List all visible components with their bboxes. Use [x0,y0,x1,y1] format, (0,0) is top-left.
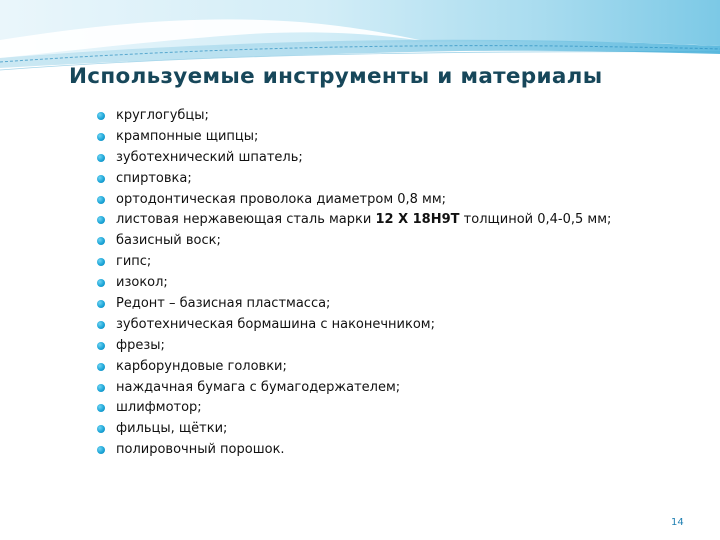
list-item-text: шлифмотор; [116,400,202,416]
list-item-text: фрезы; [116,337,165,353]
bullet-icon [97,175,105,183]
list-item-text: толщиной 0,4-0,5 мм; [459,212,612,228]
bullet-icon [97,279,105,287]
list-item [97,315,657,335]
list-item [97,378,657,398]
list-item [97,106,657,126]
slide-title: Используемые инструменты и материалы [69,64,603,89]
bullet-icon [97,321,105,329]
list-item-text: спиртовка; [116,170,192,186]
list-item-text: изокол; [116,275,168,291]
bullet-icon [97,425,105,433]
bullet-icon [97,384,105,392]
list-item-text: круглогубцы; [116,108,209,123]
bullet-icon [97,237,105,245]
list-item-text: крампонные щипцы; [116,128,259,144]
materials-list [97,106,657,461]
list-item [97,252,657,272]
steel-grade-bold: 12 Х 18Н9Т [375,212,460,228]
list-item-text: зуботехнический шпатель; [116,149,303,165]
list-item [97,169,657,189]
bullet-icon [97,154,105,162]
list-item [97,440,657,460]
bullet-icon [97,258,105,266]
list-item-text: базисный воск; [116,233,221,249]
list-item-text: полировочный порошок. [116,442,285,458]
list-item [97,231,657,251]
list-item [97,127,657,147]
page-number: 14 [671,517,684,528]
bullet-icon [97,196,105,204]
list-item [97,148,657,168]
list-item [97,336,657,356]
list-item [97,190,657,210]
bullet-icon [97,112,105,120]
list-item-text: карборундовые головки; [116,358,287,374]
bullet-icon [97,133,105,141]
list-item-text: Редонт – базисная пластмасса; [116,296,331,312]
list-item-text: фильцы, щётки; [116,421,228,437]
list-item-text: наждачная бумага с бумагодержателем; [116,379,401,395]
bullet-icon [97,216,105,224]
bullet-icon [97,363,105,371]
list-item-text: листовая нержавеющая сталь марки [116,212,376,228]
list-item-text: ортодонтическая проволока диаметром 0,8 мм; [116,191,447,207]
list-item-text: гипс; [116,254,152,270]
list-item-text: зуботехническая бормашина с наконечником; [116,316,435,332]
bullet-icon [97,404,105,412]
bullet-icon [97,300,105,308]
list-item [97,273,657,293]
list-item [97,210,657,230]
list-item [97,294,657,314]
bullet-icon [97,446,105,454]
list-item [97,419,657,439]
bullet-icon [97,342,105,350]
list-item [97,357,657,377]
list-item [97,398,657,418]
